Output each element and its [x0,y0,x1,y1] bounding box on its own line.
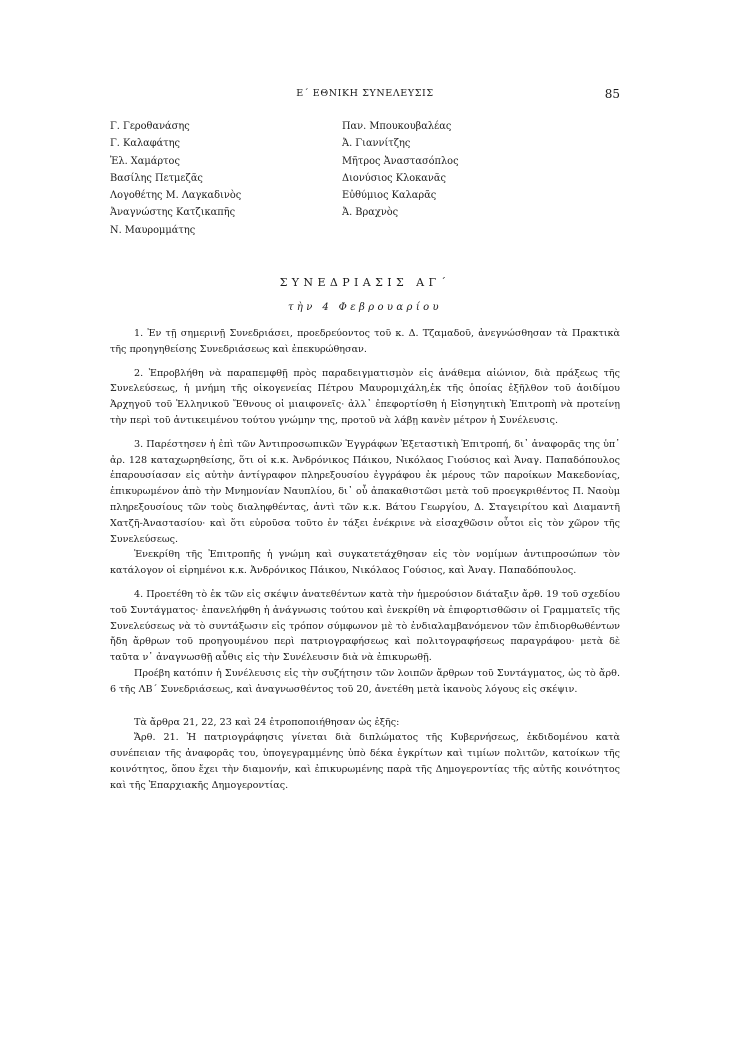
paragraph-6: Τὰ ἄρθρα 21, 22, 23 καὶ 24 ἐτροποποιήθησαν ὡς ἑξῆς: [134,716,400,728]
signatory-name: Ἐλ. Χαμάρτος [110,155,180,167]
signatory-name: Βασίλης Πετμεζᾶς [110,172,203,184]
signatory-name: Εὐθύμιος Καλαρᾶς [342,190,437,202]
paragraph-5: Προέβη κατόπιν ἡ Συνέλευσις εἰς τὴν συζήτησιν τῶν λοιπῶν ἄρθρων τοῦ Συντάγματος, ὡς τὸ ἄρθ. 6 τῆς ΛΒ΄ Συνεδριάσεως, καὶ ἀναγνωσθέντος τοῦ 20, ἀνετέθη μετὰ ἱκανοὺς λόγους εἰς σκέψιν. [110,667,620,695]
running-title: Ε΄ ΕΘΝΙΚΗ ΣΥΝΕΛΕΥΣΙΣ [296,88,434,99]
signatory-name: Διονύσιος Κλοκανᾶς [342,172,446,184]
signatory-name: Ν. Μαυρομμάτης [110,224,196,236]
signatories-left-column [110,118,241,239]
signatory-name: Γ. Καλαφάτης [110,138,181,150]
signatory-name: Ἀ. Γιαννίτζης [342,138,411,150]
paragraph-4: 4. Προετέθη τὸ ἐκ τῶν εἰς σκέψιν ἀνατεθέντων κατὰ τὴν ἡμερούσιον διάταξιν ἄρθ. 19 τοῦ σχεδίου τοῦ Συντάγματος· ἐπανελήφθη ἡ ἀνάγνωσις τούτου καὶ ἐνεκρίθη νὰ ἐπιφορτισθῶσιν οἱ Γραμματεῖς τῆς Συνελεύσεως νὰ τὸ συντάξωσιν εἰς τρόπον σύμφωνον μὲ τὸ ἐνδιαλαμβανόμενον τῶν ἐπιδιορθωθέντων ἤδη ἄρθρων τοῦ προηγουμένου περὶ πατριογραφήσεως καὶ πολιτογραφήσεως παραγράφου· μετὰ δὲ ταῦτα ν᾽ ἀναγνωσθῇ αὖθις εἰς τὴν Συνέλευσιν διὰ νὰ ἐπικυρωθῇ. [110,588,620,664]
paragraph-3: 3. Παρέστησεν ἡ ἐπὶ τῶν Ἀντιπροσωπικῶν Ἐγγράφων Ἐξεταστικὴ Ἐπιτροπή, δι᾽ ἀναφορᾶς της ὑπ᾽ ἀρ. 128 καταχωρηθείσης, ὅτι οἱ κ.κ. Ἀνδρόνικος Πάικου, Νικόλαος Γιούσιος καὶ Ἀναγ. Παπαδόπουλος ἐπαρουσίασαν εἰς αὐτὴν ἀντίγραφον πληρεξουσίου ἐγγράφου ἐκ μέρους τῶν παροίκων Μακεδονίας, ἐπικυρωμένον ἀπὸ τὴν Μνημονίαν Ναυπλίου, δι᾽ οὗ ἀπακαθιστῶσι μετὰ τοῦ προεγκριθέντος Π. Ναοὺμ πληρεξουσίους τῶν τοὺς διαληφθέντας, ἀντὶ τῶν κ.κ. Βάτου Γεωργίου, Δ. Σταγειρίτου καὶ Διαμαντῆ Χατζῆ-Ἀναστασίου· καὶ ὅτι εὑροῦσα τοῦτο ἐν τάξει ἐνέκρινε νὰ εἰσαχθῶσιν οὗτοι εἰς τὸν χῶρον τῆς Συνελεύσεως. [110,438,621,545]
paragraph-2: 2. Ἐπροβλήθη νὰ παραπεμφθῇ πρὸς παραδειγματισμὸν εἰς ἀνάθεμα αἰώνιον, διὰ πράξεως τῆς Συνελεύσεως, ἡ μνήμη τῆς οἰκογενείας Πέτρου Μαυρομιχάλη,ἐκ τῆς ὁποίας ἐξῆλθον τοῦ ἀοιδίμου Ἀρχηγοῦ τοῦ Ἑλληνικοῦ Ἔθνους οἱ μιαιφονεῖς· ἀλλ᾽ ἐπεφορτίσθη ἡ Εἰσηγητικὴ Ἐπιτροπὴ νὰ προτείνῃ τὴν περὶ τοῦ ἀντικειμένου τούτου γνώμην της, προτοῦ νὰ λάβῃ κανὲν μέτρον ἡ Συνέλευσις. [110,367,620,426]
page-number: 85 [604,87,620,101]
minutes-body [110,326,620,794]
session-title: ΣΥΝΕΔΡΙΑΣΙΣ ΑΓ΄ [279,276,451,289]
running-head [110,88,620,104]
paragraph-1: 1. Ἐν τῇ σημερινῇ Συνεδριάσει, προεδρεύοντος τοῦ κ. Δ. Τζαμαδοῦ, ἀνεγνώσθησαν τὰ Πρακτικὰ τῆς προηγηθείσης Συνεδριάσεως καὶ ἐπεκυρώθησαν. [110,328,620,355]
paragraph-3b: Ἐνεκρίθη τῆς Ἐπιτροπῆς ἡ γνώμη καὶ συγκατετάχθησαν εἰς τὸν νομίμων ἀντιπροσώπων τὸν κατάλογον οἱ εἰρημένοι κ.κ. Ἀνδρόνικος Πάικου, Νικόλαος Γούσιος, καὶ Ἀναγ. Παπαδόπουλος. [110,549,620,577]
signatory-name: Ἀναγνώστης Κατζικαπῆς [110,207,236,219]
signatories-right-column [342,118,459,222]
article-21: Ἄρθ. 21. Ἡ πατριογράφησις γίνεται διὰ διπλώματος τῆς Κυβερνήσεως, ἐκδιδομένου κατὰ συνέπειαν τῆς ἀναφορᾶς του, ὑπογεγραμμένης ὑπὸ δέκα ἐγκρίτων καὶ τιμίων πολιτῶν, κατοίκων τῆς κοινότητος, ὅπου ἔχει τὴν διαμονήν, καὶ ἐπικυρωμένης παρὰ τῆς Δημογεροντίας τῆς αὐτῆς κοινότητος καὶ τῆς Ἐπαρχιακῆς Δημογεροντίας. [110,732,620,791]
signatory-name: Μῆτρος Ἀναστασόπλος [342,155,459,167]
signatory-name: Λογοθέτης Μ. Λαγκαδινὸς [110,190,242,202]
signatory-name: Παν. Μπουκουβαλέας [342,121,452,132]
session-date: τὴν 4 Φεβρουαρίου [287,302,443,313]
signatory-name: Ἀ. Βραχνὸς [342,207,399,219]
signatory-name: Γ. Γεροθανάσης [110,121,190,132]
